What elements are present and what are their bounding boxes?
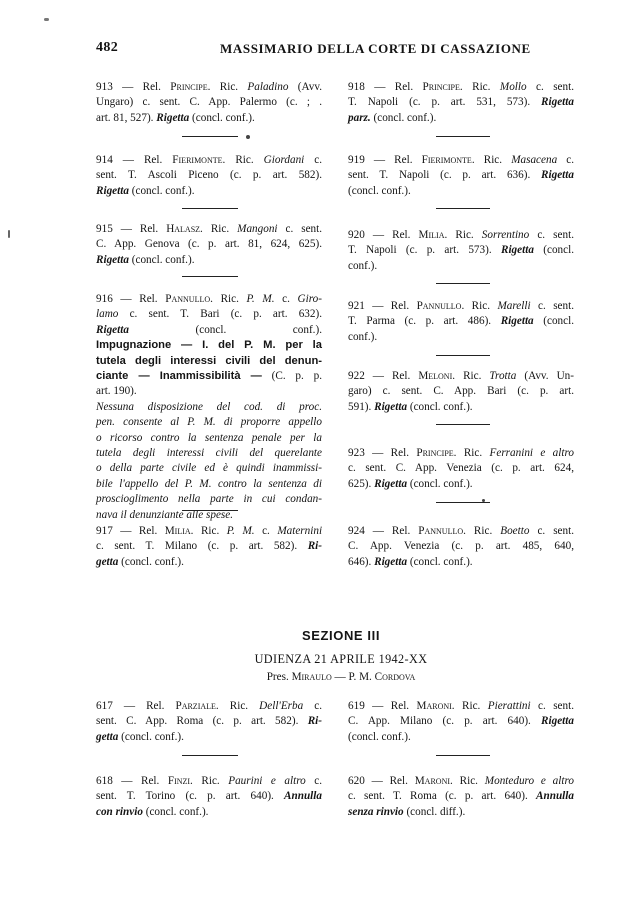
page-header	[96, 40, 586, 62]
entry-918: 918 — Rel. Principe. Ric. Mollo c. sent. T. Napoli (c. p. art. 531, 573). Rigetta parz. (concl. conf.).	[348, 81, 575, 124]
presidency-line: Pres. Miraulo — P. M. Cordova	[266, 671, 416, 683]
entry-913: 913 — Rel. Principe. Ric. Paladino (Avv. Ungaro) c. sent. C. App. Palermo (c. ; . art. 81, 527). Rigetta (concl. conf.).	[96, 81, 323, 124]
separator	[182, 510, 238, 511]
scan-mark	[8, 230, 10, 238]
massima-text: Nessuna disposizione del cod. di proc.	[96, 400, 322, 413]
page-number: 482	[96, 40, 119, 55]
running-title: MASSIMARIO DELLA CORTE DI CASSAZIONE	[220, 41, 531, 56]
entry-618: 618 — Rel. Finzi. Ric. Paurini e altro c. sent. T. Torino (c. p. art. 640). Annulla con rinvio (concl. conf.).	[96, 775, 323, 818]
entry-923: 923 — Rel. Principe. Ric. Ferranini e altro c. sent. C. App. Venezia (c. p. art. 624, 625). Rigetta (concl. conf.).	[348, 447, 575, 490]
separator	[436, 136, 490, 137]
separator	[182, 136, 238, 137]
separator	[436, 755, 490, 756]
separator	[436, 424, 490, 425]
entry-916: 916 — Rel. Pannullo. Ric. P. M. c. Giro- lamo c. sent. T. Bari (c. p. art. 632). Rigetta (concl. conf.). Impugnazione — I. del P. M. per la tutela degli interessi civili del denun- ciante — Inammissibilità — (C. p. p. art. 190). Nessuna disposizione del cod. di proc. pen. consente al P. M. di proporre appello o ricorso contro la sentenza penale per la tutela degli interessi civili del querelante o della parte civile ed è quindi inammissi- bile l'appello del P. M. contro la sentenza di proscioglimento nella parte in cui condan- nava il denunziante alle spese.	[96, 293, 323, 521]
separator	[436, 208, 490, 209]
udienza-line: UDIENZA 21 APRILE 1942-XX	[254, 652, 428, 666]
separator	[436, 355, 490, 356]
massima-heading: Impugnazione — I. del P. M. per la	[96, 339, 322, 352]
entry-620: 620 — Rel. Maroni. Ric. Monteduro e altro c. sent. T. Roma (c. p. art. 640). Annulla senza rinvio (concl. diff.).	[348, 775, 575, 818]
entry-924: 924 — Rel. Pannullo. Ric. Boetto c. sent. C. App. Venezia (c. p. art. 485, 640, 646). Rigetta (concl. conf.).	[348, 525, 575, 568]
ink-speck	[482, 499, 485, 502]
entry-914: 914 — Rel. Fierimonte. Ric. Giordani c. sent. T. Ascoli Piceno (c. p. art. 582). Rigetta (concl. conf.).	[96, 154, 323, 197]
entry-921: 921 — Rel. Pannullo. Ric. Marelli c. sent. T. Parma (c. p. art. 486). Rigetta (concl. conf.).	[348, 300, 575, 343]
ink-speck	[246, 135, 250, 139]
section-title: SEZIONE III	[301, 628, 381, 643]
separator	[182, 208, 238, 209]
separator	[436, 283, 490, 284]
entry-619: 619 — Rel. Maroni. Ric. Pierattini c. sent. C. App. Milano (c. p. art. 640). Rigetta (concl. conf.).	[348, 700, 575, 743]
entry-915: 915 — Rel. Halasz. Ric. Mangoni c. sent. C. App. Genova (c. p. art. 81, 624, 625). Rigetta (concl. conf.).	[96, 223, 323, 266]
entry-917: 917 — Rel. Milia. Ric. P. M. c. Maternini c. sent. T. Milano (c. p. art. 582). Ri- getta (concl. conf.).	[96, 525, 323, 568]
separator	[436, 502, 490, 503]
separator	[182, 755, 238, 756]
scan-mark	[44, 18, 49, 21]
entry-920: 920 — Rel. Milia. Ric. Sorrentino c. sent. T. Napoli (c. p. art. 573). Rigetta (concl. conf.).	[348, 229, 575, 272]
entry-919: 919 — Rel. Fierimonte. Ric. Masacena c. sent. T. Napoli (c. p. art. 636). Rigetta (concl. conf.).	[348, 154, 575, 197]
entry-617: 617 — Rel. Parziale. Ric. Dell'Erba c. sent. C. App. Roma (c. p. art. 582). Ri- getta (concl. conf.).	[96, 700, 323, 743]
entry-922: 922 — Rel. Meloni. Ric. Trotta (Avv. Un- garo) c. sent. C. App. Bari (c. p. art. 591). Rigetta (concl. conf.).	[348, 370, 574, 413]
separator	[182, 276, 238, 277]
